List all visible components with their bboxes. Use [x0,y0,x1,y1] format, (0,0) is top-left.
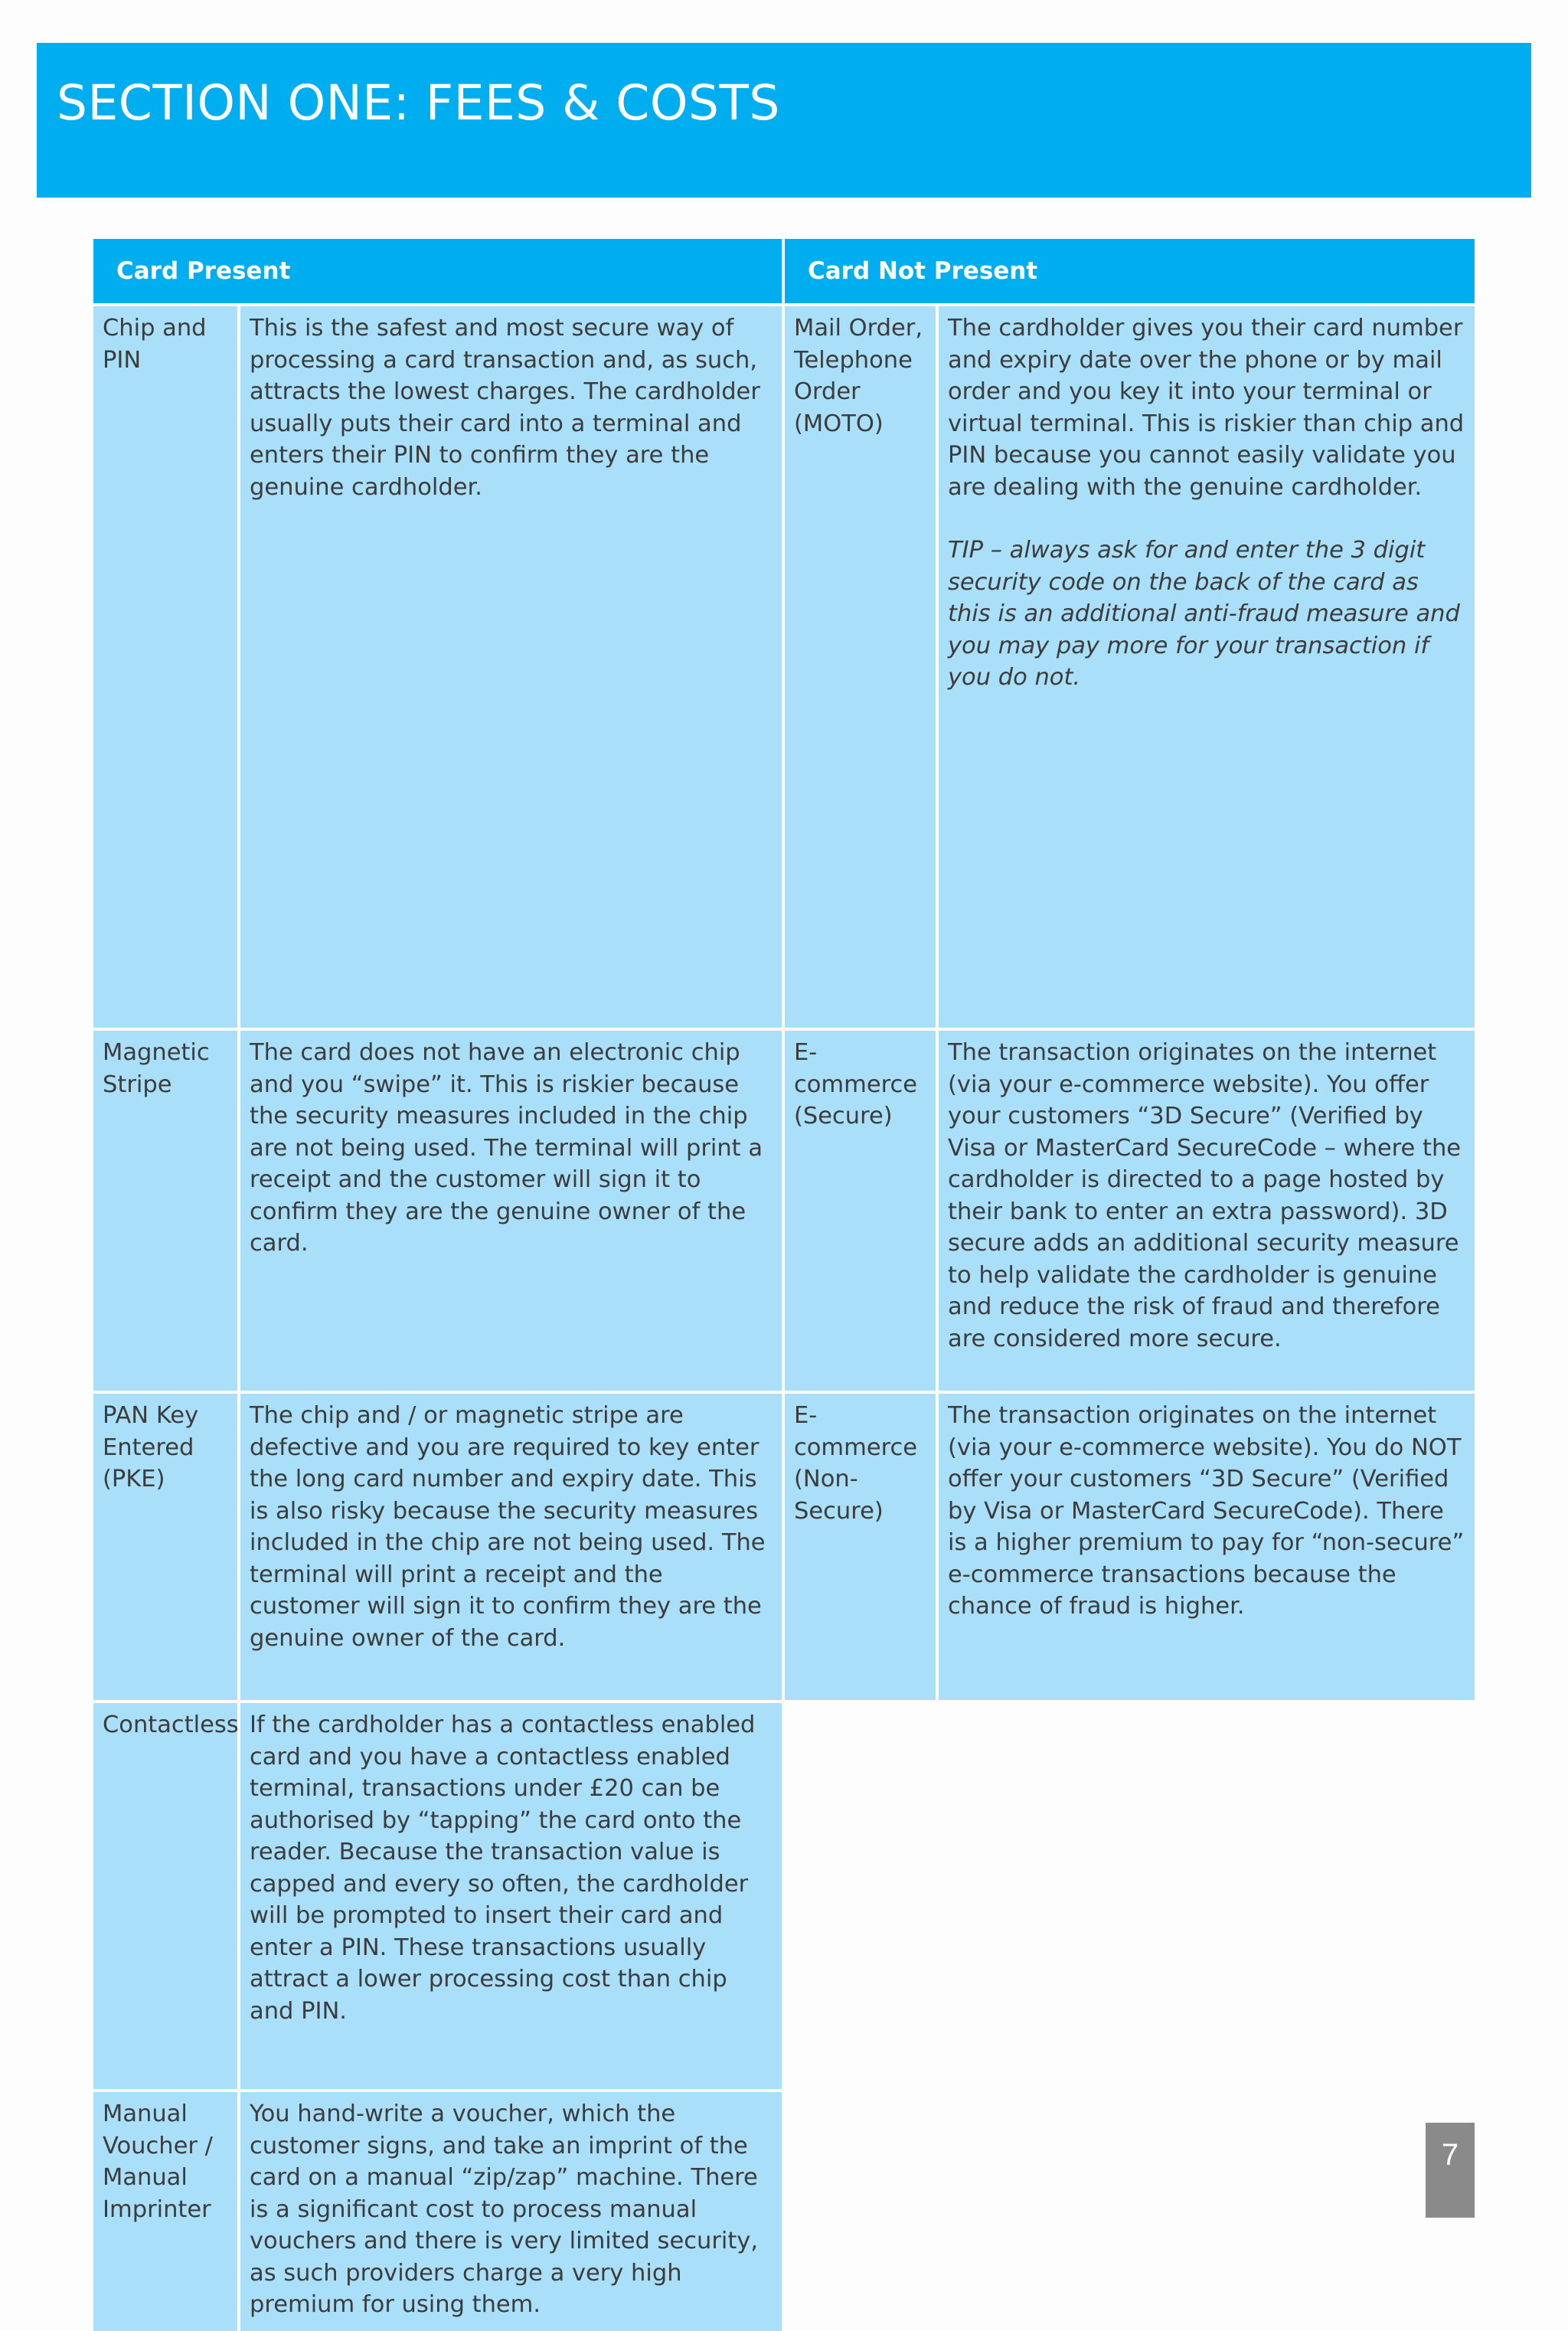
row-label-pan-key-entered: PAN Key Entered (PKE) [93,1394,237,1700]
page-title: SECTION ONE: FEES & COSTS [57,75,780,131]
row-description-manual-voucher [240,2092,782,2331]
row-description-moto [939,306,1475,1028]
row-label-magnetic-stripe: Magnetic Stripe [93,1031,237,1391]
description-text: The chip and / or magnetic stripe are defective and you are required to key enter the long card number and expiry date. This is also risky because the security measures included in the chip are not being used. The terminal will print a receipt and the customer will sign it to confirm they are the genuine owner of the card. [250,1402,766,1652]
card-types-table [93,239,1475,2318]
row-description-ecommerce-non-secure [939,1394,1475,1700]
row-label-manual-voucher: Manual Voucher / Manual Imprinter [93,2092,237,2331]
row-label-moto: Mail Order, Telephone Order (MOTO) [785,306,936,1028]
description-text: The cardholder gives you their card number and expiry date over the phone or by mail order and you key it into your terminal or virtual terminal. This is riskier than chip and PIN because you cannot easily validate you are dealing with the genuine cardholder. [948,315,1465,501]
tip-text: TIP – always ask for and enter the 3 digit security code on the back of the card as this is an additional anti-fraud measure and you may pay more for your transaction if you do not. [948,537,1460,691]
page-number-box [1426,2123,1475,2218]
row-label-contactless: Contactless [93,1703,237,2089]
description-text: You hand-write a voucher, which the customer signs, and take an imprint of the card on a manual “zip/zap” machine. There is a significant cost to process manual vouchers and there is very limited security, as such providers charge a very high premium for using them. [250,2101,759,2318]
row-description-chip-and-pin [240,306,782,1028]
description-text: This is the safest and most secure way of processing a card transaction and, as such, attracts the lowest charges. The cardholder usually puts their card into a terminal and enters their PIN to confirm they are the genuine cardholder. [250,315,760,501]
description-text: The card does not have an electronic chip and you “swipe” it. This is riskier because the security measures included in the chip are not being used. The terminal will print a receipt and the customer will sign it to confirm they are the genuine owner of the card. [250,1039,763,1257]
row-label-ecommerce-secure: E-commerce (Secure) [785,1031,936,1391]
header-card-present: Card Present [93,239,782,303]
row-description-contactless [240,1703,782,2089]
header-card-not-present: Card Not Present [785,239,1475,303]
row-label-ecommerce-non-secure: E-commerce (Non-Secure) [785,1394,936,1700]
description-text: The transaction originates on the internet (via your e-commerce website). You offer your customers “3D Secure” (Verified by Visa or MasterCard SecureCode – where the cardholder is directed to a page hosted by their bank to enter an extra password). 3D secure adds an additional security measure to help validate the cardholder is genuine and reduce the risk of fraud and therefore are considered more secure. [948,1039,1462,1352]
row-description-ecommerce-secure [939,1031,1475,1391]
row-description-pan-key-entered [240,1394,782,1700]
description-text: If the cardholder has a contactless enabled card and you have a contactless enabled terminal, transactions under £20 can be authorised by “tapping” the card onto the reader. Because the transaction value is capped and every so often, the cardholder will be prompted to insert their card and enter a PIN. These transactions usually attract a lower processing cost than chip and PIN. [250,1711,756,2025]
description-text: The transaction originates on the internet (via your e-commerce website). You do NOT offer your customers “3D Secure” (Verified by Visa or MasterCard SecureCode). There is a higher premium to pay for “non-secure” e-commerce transactions because the chance of fraud is higher. [948,1402,1465,1620]
row-label-chip-and-pin: Chip and PIN [93,306,237,1028]
page-number: 7 [1441,2138,1459,2172]
row-description-magnetic-stripe [240,1031,782,1391]
